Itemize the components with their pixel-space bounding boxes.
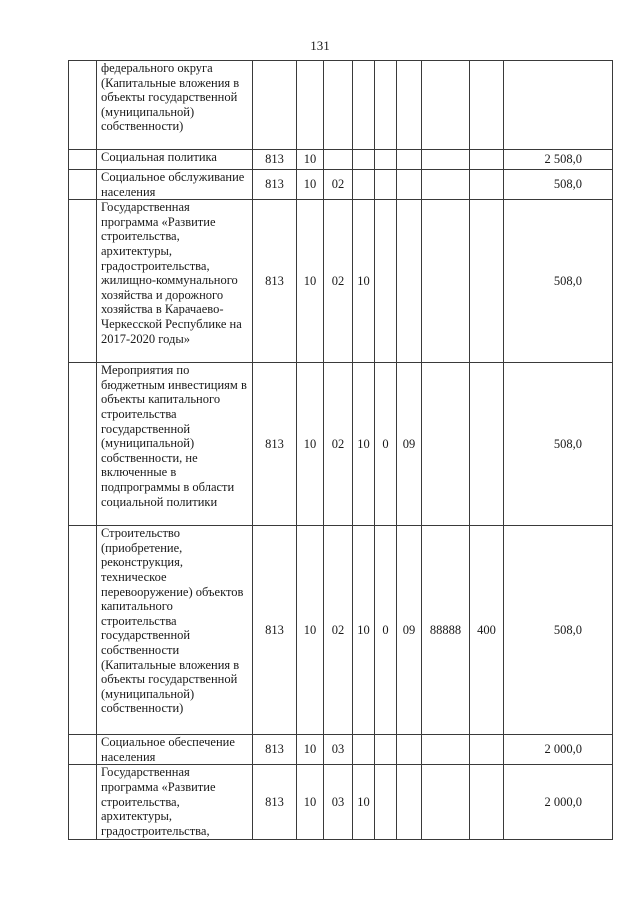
subsection-code: 02: [324, 526, 353, 735]
amount: 2 508,0: [504, 150, 613, 170]
program-code: [353, 170, 375, 200]
row-name: федерального округа (Капитальные вложения в объекты государственной (муниципальной) собственности): [97, 61, 253, 150]
direction-code: [422, 363, 470, 526]
section-code: 10: [297, 150, 324, 170]
row-number-cell: [69, 200, 97, 363]
ministry-code: 813: [253, 526, 297, 735]
table-row: [69, 61, 613, 150]
row-name: Мероприятия по бюджетным инвестициям в объекты капитального строительства государственной (муниципальной) собственности, не включенные в подпрограммы в области социальной политики: [97, 363, 253, 526]
expense-type-code: [470, 735, 504, 765]
subprogram-code: 0: [375, 363, 397, 526]
ministry-code: 813: [253, 200, 297, 363]
expense-type-code: [470, 363, 504, 526]
event-code: [397, 150, 422, 170]
event-code: [397, 200, 422, 363]
amount: 2 000,0: [504, 735, 613, 765]
event-code: [397, 735, 422, 765]
section-code: 10: [297, 735, 324, 765]
subsection-code: 03: [324, 765, 353, 840]
subprogram-code: [375, 150, 397, 170]
table-row: [69, 150, 613, 170]
program-code: [353, 735, 375, 765]
program-code: 10: [353, 526, 375, 735]
ministry-code: [253, 61, 297, 150]
program-code: 10: [353, 200, 375, 363]
event-code: 09: [397, 363, 422, 526]
subsection-code: [324, 150, 353, 170]
event-code: [397, 61, 422, 150]
subsection-code: 02: [324, 170, 353, 200]
expense-type-code: [470, 200, 504, 363]
row-name: Государственная программа «Развитие строительства, архитектуры, градостроительства,: [97, 765, 253, 840]
direction-code: [422, 61, 470, 150]
amount: 2 000,0: [504, 765, 613, 840]
subprogram-code: [375, 765, 397, 840]
amount: 508,0: [504, 363, 613, 526]
ministry-code: 813: [253, 735, 297, 765]
expense-type-code: 400: [470, 526, 504, 735]
amount: 508,0: [504, 200, 613, 363]
amount: 508,0: [504, 526, 613, 735]
row-number-cell: [69, 363, 97, 526]
budget-table: [68, 60, 613, 840]
table-row: [69, 200, 613, 363]
table-row: [69, 170, 613, 200]
section-code: 10: [297, 363, 324, 526]
direction-code: [422, 200, 470, 363]
section-code: 10: [297, 170, 324, 200]
row-name: Государственная программа «Развитие строительства, архитектуры, градостроительства, жилищно-коммунального хозяйства и дорожного хозяйства в Карачаево-Черкесской Республике на 2017-2020 годы»: [97, 200, 253, 363]
ministry-code: 813: [253, 765, 297, 840]
section-code: 10: [297, 200, 324, 363]
program-code: 10: [353, 765, 375, 840]
subsection-code: 03: [324, 735, 353, 765]
event-code: 09: [397, 526, 422, 735]
expense-type-code: [470, 61, 504, 150]
direction-code: [422, 170, 470, 200]
amount: 508,0: [504, 170, 613, 200]
amount: [504, 61, 613, 150]
subprogram-code: [375, 170, 397, 200]
row-number-cell: [69, 526, 97, 735]
subsection-code: 02: [324, 363, 353, 526]
section-code: [297, 61, 324, 150]
page-number: 131: [310, 38, 330, 53]
row-number-cell: [69, 61, 97, 150]
row-number-cell: [69, 150, 97, 170]
event-code: [397, 170, 422, 200]
row-name: Социальное обеспечение населения: [97, 735, 253, 765]
row-name: Строительство (приобретение, реконструкция, техническое перевооружение) объектов капитального строительства государственной собственности (Капитальные вложения в объекты государственной (муниципальной) собственности): [97, 526, 253, 735]
section-code: 10: [297, 765, 324, 840]
program-code: [353, 61, 375, 150]
row-number-cell: [69, 765, 97, 840]
row-name: Социальное обслуживание населения: [97, 170, 253, 200]
ministry-code: 813: [253, 363, 297, 526]
table-row: [69, 363, 613, 526]
table-row: [69, 735, 613, 765]
ministry-code: 813: [253, 170, 297, 200]
subprogram-code: [375, 61, 397, 150]
program-code: [353, 150, 375, 170]
direction-code: [422, 735, 470, 765]
section-code: 10: [297, 526, 324, 735]
direction-code: [422, 150, 470, 170]
subsection-code: [324, 61, 353, 150]
direction-code: [422, 765, 470, 840]
row-number-cell: [69, 170, 97, 200]
expense-type-code: [470, 170, 504, 200]
subprogram-code: [375, 735, 397, 765]
table-row: [69, 765, 613, 840]
row-number-cell: [69, 735, 97, 765]
program-code: 10: [353, 363, 375, 526]
subprogram-code: 0: [375, 526, 397, 735]
ministry-code: 813: [253, 150, 297, 170]
subprogram-code: [375, 200, 397, 363]
direction-code: 88888: [422, 526, 470, 735]
event-code: [397, 765, 422, 840]
expense-type-code: [470, 150, 504, 170]
subsection-code: 02: [324, 200, 353, 363]
table-row: [69, 526, 613, 735]
row-name: Социальная политика: [97, 150, 253, 170]
expense-type-code: [470, 765, 504, 840]
